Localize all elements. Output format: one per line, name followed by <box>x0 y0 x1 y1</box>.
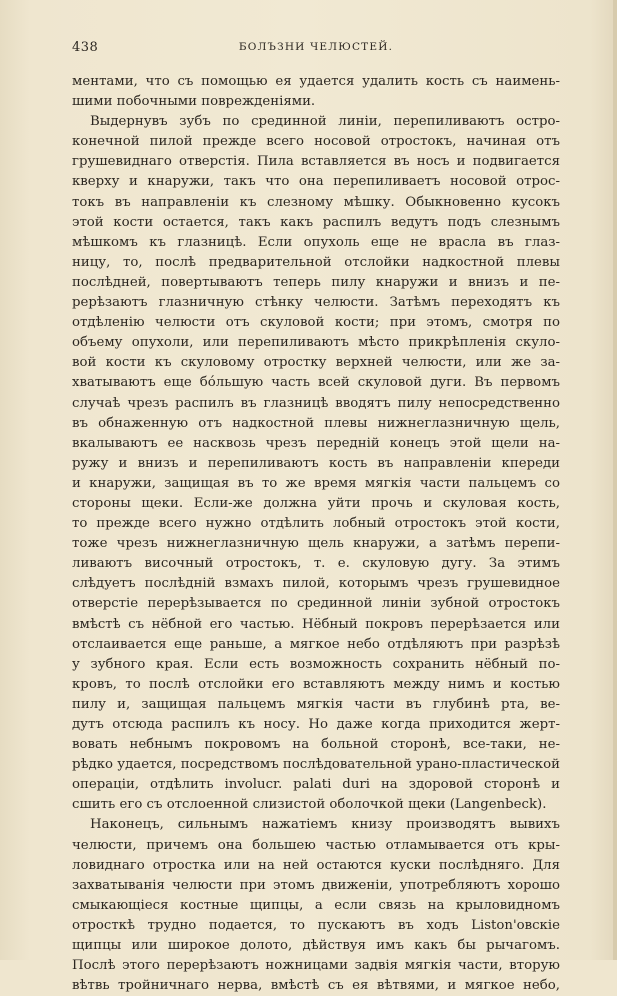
text-line: Наконецъ, сильнымъ нажатіемъ книзу производятъ вывихъ <box>90 817 560 833</box>
page-header <box>72 40 560 60</box>
text-line: отдѣленію челюсти отъ скуловой кости; при этомъ, смотря по <box>72 315 560 331</box>
text-line: то прежде всего нужно отдѣлить лобный отростокъ этой кости, <box>72 516 560 532</box>
text-line: кверху и кнаружи, такъ что она перепиливаетъ носовой отрос- <box>72 174 560 190</box>
text-line: грушевиднаго отверстія. Пила вставляется въ носъ и подвигается <box>72 154 560 170</box>
text-line: вмѣстѣ съ нёбной его частью. Нёбный покровъ перерѣзается или <box>72 616 560 632</box>
text-line: пилу и, защищая пальцемъ мягкія части въ глубинѣ рта, ве- <box>72 696 560 712</box>
text-line: сшить его съ отслоенной слизистой оболочкой щеки (Langenbeck). <box>72 797 547 813</box>
text-line: захватыванія челюсти при этомъ движеніи, употребляютъ хорошо <box>72 877 560 893</box>
text-line: въ обнаженную отъ надкостной плевы нижнеглазничную щель, <box>72 415 560 431</box>
text-line: вкалываютъ ее насквозь чрезъ передній конецъ этой щели на- <box>72 435 560 451</box>
text-line: ливаютъ височный отростокъ, т. е. скуловую дугу. За этимъ <box>72 556 560 572</box>
text-line: отросткѣ трудно подается, то пускаютъ въ ходъ Liston'овскіе <box>72 917 560 933</box>
text-line: вой кости къ скуловому отростку верхней челюсти, или же за- <box>72 355 560 371</box>
text-line: слѣдуетъ послѣдній взмахъ пилой, которымъ чрезъ грушевидное <box>72 576 560 592</box>
text-line: вовать небнымъ покровомъ на больной сторонѣ, все-таки, не- <box>72 737 560 753</box>
text-line: у зубного края. Если есть возможность сохранить нёбный по- <box>72 656 560 672</box>
text-line: ментами, что съ помощью ея удается удалить кость съ наимень- <box>72 74 560 89</box>
text-line: объему опухоли, или перепиливаютъ мѣсто прикрѣпленія скуло- <box>72 335 560 351</box>
text-line: вѣтвь тройничнаго нерва, вмѣстѣ съ ея вѣтвями, и мягкое небо, <box>72 978 560 994</box>
running-title: БОЛЪЗНИ ЧЕЛЮСТЕЙ. <box>238 41 394 53</box>
text-line: стороны щеки. Если-же должна уйти прочь и скуловая кость, <box>72 495 560 511</box>
text-line: конечной пилой прежде всего носовой отростокъ, начиная отъ <box>72 134 560 150</box>
text-line: отверстіе перерѣзывается по срединной линіи зубной отростокъ <box>72 596 560 612</box>
text-line: и кнаружи, защищая въ то же время мягкія части пальцемъ со <box>72 475 560 491</box>
text-line: отслаивается еще раньше, а мягкое небо отдѣляютъ при разрѣзѣ <box>72 636 560 652</box>
text-line: хватываютъ еще бóльшую часть всей скуловой дуги. Въ первомъ <box>72 375 560 391</box>
text-line: этой кости остается, такъ какъ распилъ ведутъ подъ слезнымъ <box>72 214 560 230</box>
text-line: мѣшкомъ къ глазницѣ. Если опухоль еще не врасла въ глаз- <box>72 234 560 250</box>
text-line: ницу, то, послѣ предварительной отслойки надкостной плевы <box>72 254 560 270</box>
text-line: операціи, отдѣлить involucr. palati duri на здоровой сторонѣ и <box>72 777 560 793</box>
text-line: дутъ отсюда распилъ къ носу. Но даже когда приходится жерт- <box>72 717 560 732</box>
page-fold-edge <box>613 0 617 960</box>
text-line: смыкающіеся костные щипцы, а если связь на крыловидномъ <box>72 897 560 913</box>
page-number: 438 <box>72 40 99 55</box>
text-line: токъ въ направленіи къ слезному мѣшку. Обыкновенно кусокъ <box>72 194 560 210</box>
text-line: тоже чрезъ нижнеглазничную щель кнаружи, а затѣмъ перепи- <box>72 536 560 552</box>
text-line: рерѣзаютъ глазничную стѣнку челюсти. Затѣмъ переходятъ къ <box>72 295 560 311</box>
text-line: челюсти, причемъ она большею частью отламывается отъ кры- <box>72 837 560 853</box>
text-line: случаѣ чрезъ распилъ въ глазницѣ вводятъ пилу непосредственно <box>72 395 560 411</box>
text-line: шими побочными поврежденіями. <box>72 94 316 110</box>
text-line: ружу и внизъ и перепиливаютъ кость въ направленіи кпереди <box>72 455 560 471</box>
text-line: послѣдней, повертываютъ теперь пилу кнаружи и внизъ и пе- <box>72 274 560 290</box>
text-line: Выдернувъ зубъ по срединной линіи, перепиливаютъ остро- <box>90 114 560 130</box>
text-line: щипцы или широкое долото, дѣйствуя имъ какъ бы рычагомъ. <box>72 938 560 954</box>
text-line: рѣдко удается, посредствомъ послѣдовательной урано-пластической <box>72 757 560 773</box>
text-line: кровъ, то послѣ отслойки его вставляютъ между нимъ и костью <box>72 676 560 692</box>
text-line: Послѣ этого перерѣзаютъ ножницами задвія мягкія части, вторую <box>72 958 560 974</box>
text-line: ловиднаго отростка или на ней остаются куски послѣдняго. Для <box>72 857 560 873</box>
body-text <box>72 72 560 996</box>
